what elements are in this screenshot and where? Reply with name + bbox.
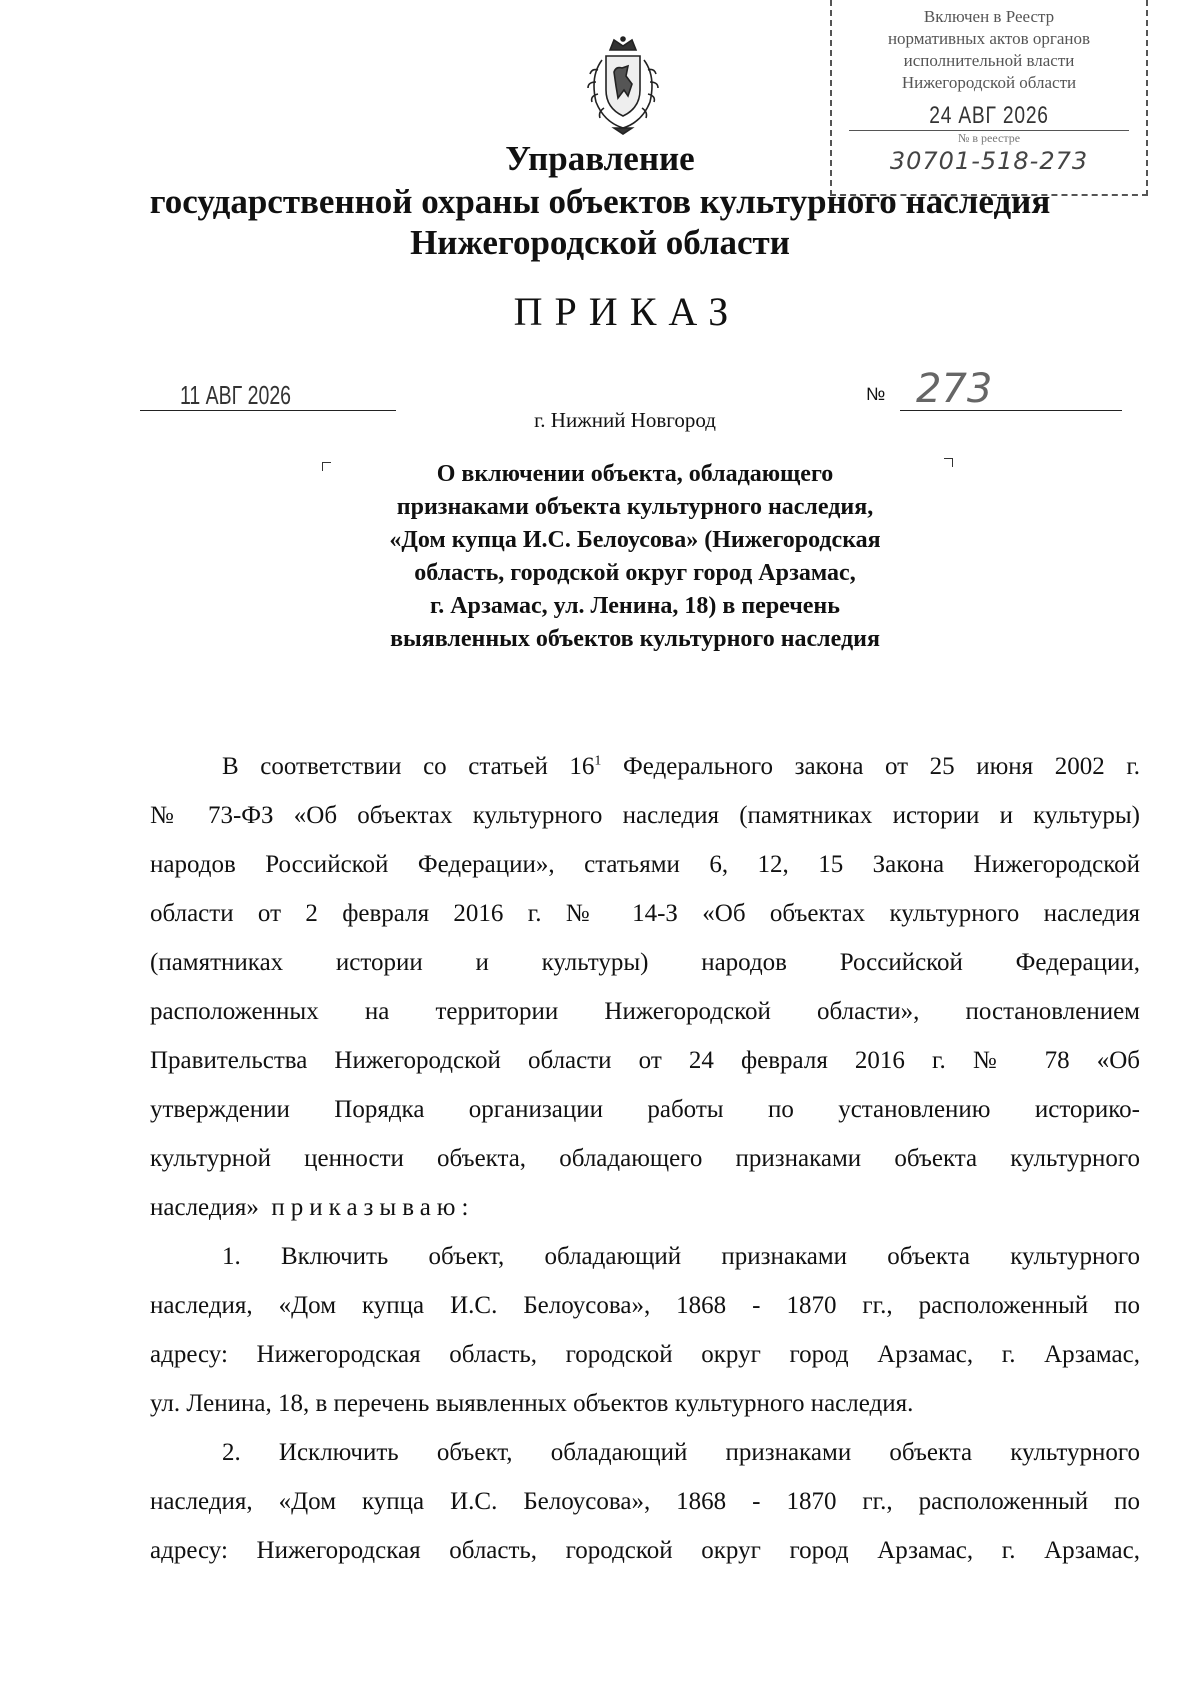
order-body <box>150 742 1140 1575</box>
number-sign: № <box>866 384 886 404</box>
body-text: В соответствии со статьей 16 <box>222 753 595 780</box>
stamp-line: Нижегородской области <box>901 73 1077 92</box>
subject-line: О включении объекта, обладающего <box>436 461 834 487</box>
document-type-title: ПРИКАЗ <box>513 289 741 334</box>
subject-line: область, городской округ город Арзамас, <box>414 560 856 586</box>
item2-line: адресу: Нижегородская область, городской округ город Арзамас, г. Арзамас, <box>150 1537 1140 1564</box>
body-line: культурной ценности объекта, обладающего признаками объекта культурного <box>150 1145 1140 1172</box>
body-line: Правительства Нижегородской области от 24 февраля 2016 г. № 78 «Об <box>150 1047 1140 1074</box>
order-number: 273 <box>916 366 993 412</box>
stamp-date: 24 АВГ 2026 <box>929 102 1049 129</box>
body-line: области от 2 февраля 2016 г. № 14-З «Об объектах культурного наследия <box>150 900 1140 927</box>
body-text: наследия» <box>150 1194 259 1221</box>
order-subject <box>330 458 940 656</box>
item1-line: адресу: Нижегородская область, городской округ город Арзамас, г. Арзамас, <box>150 1341 1140 1368</box>
org-name-line: Управление <box>505 139 695 178</box>
body-line <box>150 1183 1140 1232</box>
body-line: (памятниках истории и культуры) народов Российской Федерации, <box>150 949 1140 976</box>
order-number-field <box>900 366 1122 412</box>
body-line: расположенных на территории Нижегородской области», постановлением <box>150 998 1140 1025</box>
org-name-line: Нижегородской области <box>410 223 790 262</box>
stamp-line: нормативных актов органов <box>887 29 1091 48</box>
stamp-line: исполнительной власти <box>903 51 1075 70</box>
stamp-line: Включен в Реестр <box>923 7 1055 26</box>
item2-line: наследия, «Дом купца И.С. Белоусова», 1868 - 1870 гг., расположенный по <box>150 1488 1140 1515</box>
item1-line: ул. Ленина, 18, в перечень выявленных объектов культурного наследия. <box>150 1390 914 1417</box>
body-line: народов Российской Федерации», статьями 6, 12, 15 Закона Нижегородской <box>150 851 1140 878</box>
subject-line: «Дом купца И.С. Белоусова» (Нижегородская <box>389 527 881 553</box>
stamp-reg-number: 30701-518-273 <box>889 147 1089 175</box>
body-text: Федерального закона от 25 июня 2002 г. <box>601 753 1140 780</box>
footnote-superscript: 1 <box>594 753 602 769</box>
stamp-reg-label: № в реестре <box>957 131 1021 145</box>
subject-line: признаками объекта культурного наследия, <box>396 494 874 520</box>
body-line <box>150 742 1140 791</box>
city: г. Нижний Новгород <box>534 408 716 432</box>
item2-line: 2. Исключить объект, обладающий признаками объекта культурного <box>222 1439 1140 1466</box>
order-date-field <box>140 380 396 411</box>
subject-line: выявленных объектов культурного наследия <box>390 626 880 652</box>
body-line: утверждении Порядка организации работы по установлению историко- <box>150 1096 1140 1123</box>
item1-line: 1. Включить объект, обладающий признаками объекта культурного <box>222 1243 1140 1270</box>
item1-line: наследия, «Дом купца И.С. Белоусова», 1868 - 1870 гг., расположенный по <box>150 1292 1140 1319</box>
subject-corner-mark <box>944 458 953 467</box>
subject-line: г. Арзамас, ул. Ленина, 18) в перечень <box>430 593 840 619</box>
order-word: приказываю: <box>271 1194 475 1221</box>
order-date: 11 АВГ 2026 <box>180 380 292 410</box>
body-line: № 73-ФЗ «Об объектах культурного наследия (памятниках истории и культуры) <box>150 802 1140 829</box>
org-name-line: государственной охраны объектов культурного наследия <box>149 182 1051 221</box>
coat-of-arms-icon <box>582 36 664 136</box>
